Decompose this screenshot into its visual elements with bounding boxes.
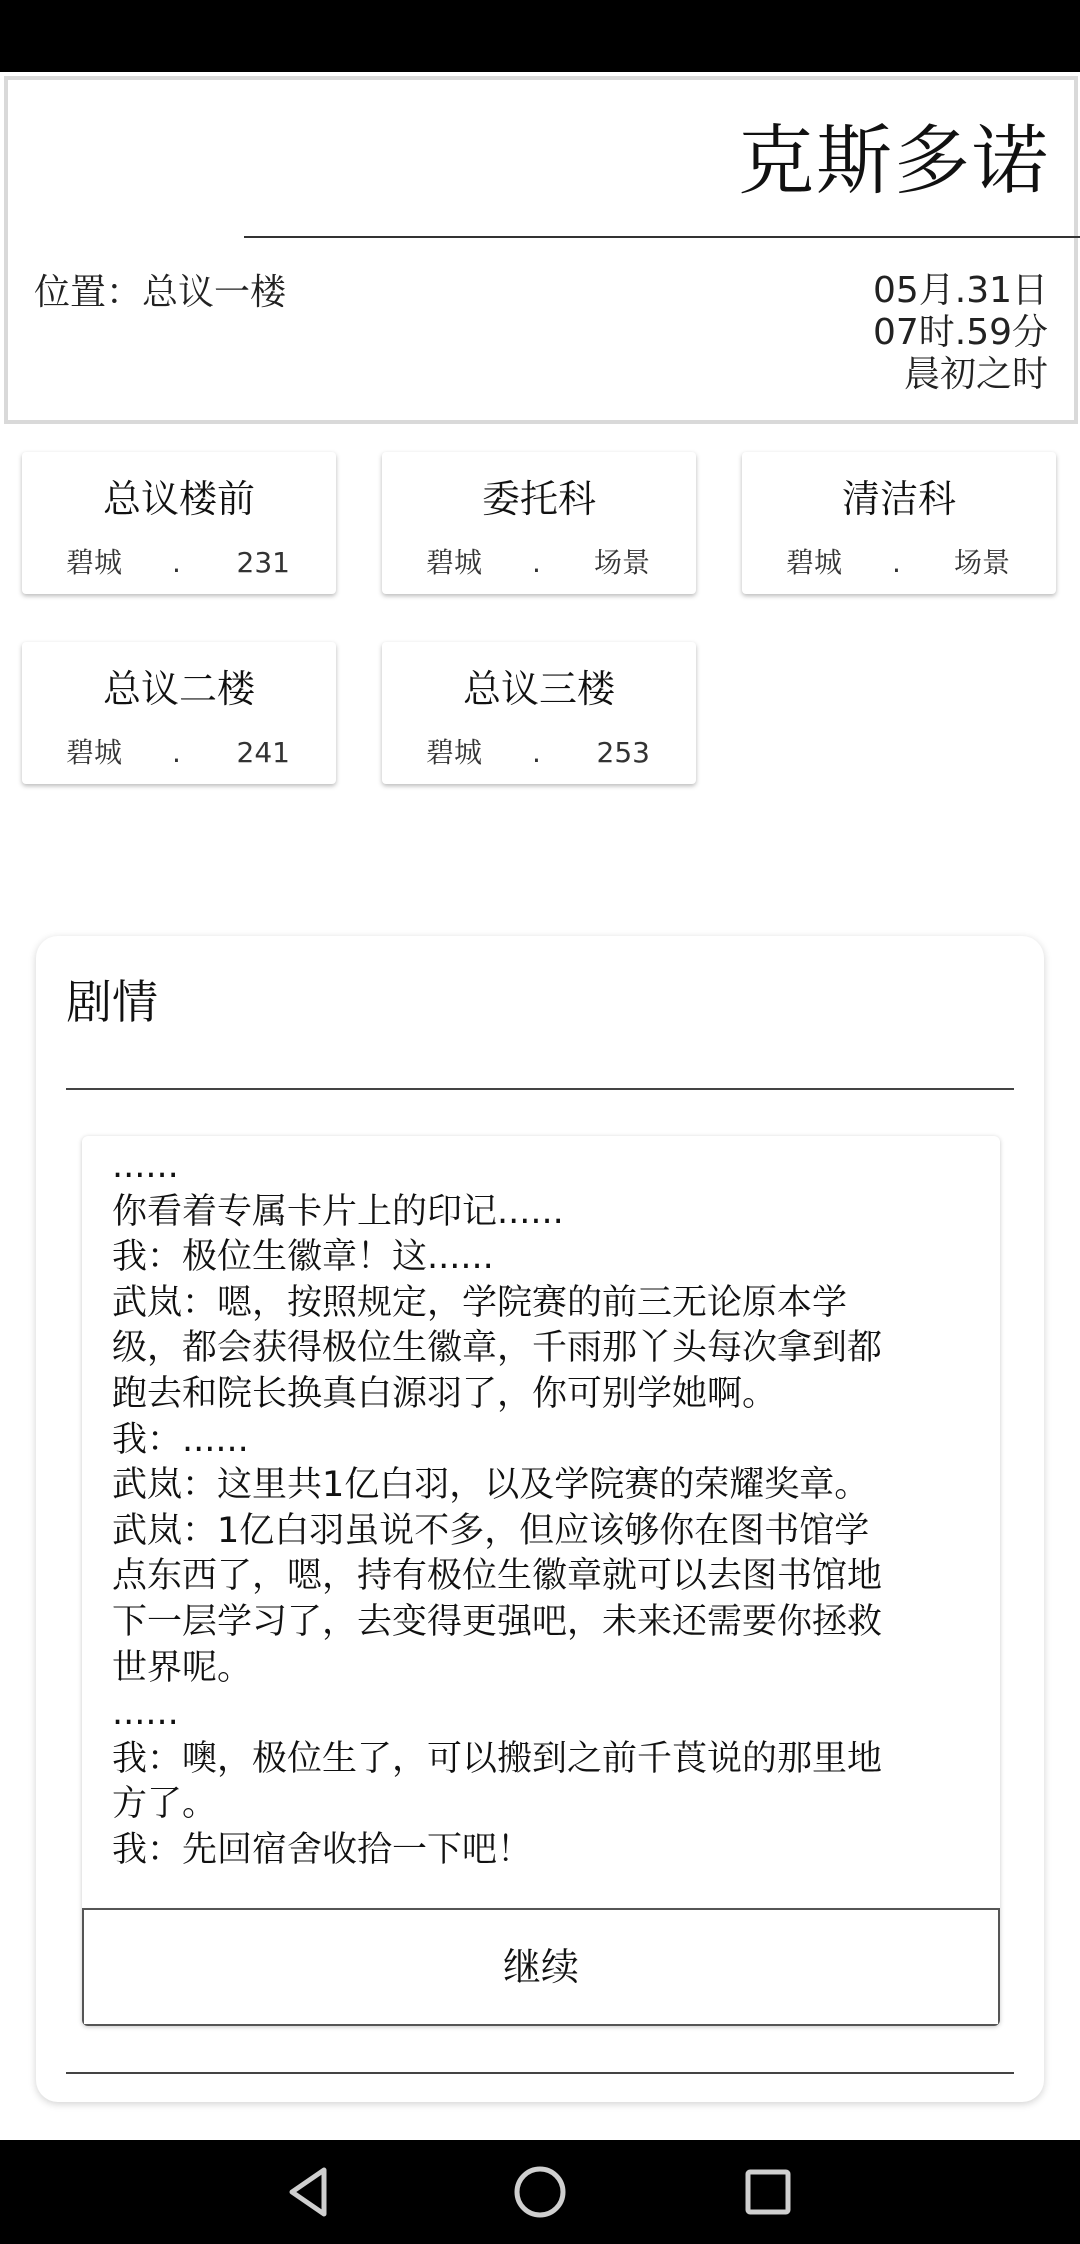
destination-region: 碧城 [66,736,123,769]
status-bar [0,0,1080,72]
destination-separator: . [532,736,541,769]
story-heading: 剧情 [66,975,158,1029]
destination-code: 场景 [593,546,650,579]
story-line: 武岚：嗯，按照规定，学院赛的前三无论原本学 [112,1282,848,1323]
story-line: ...... [112,1693,179,1734]
story-line: 我：噢，极位生了，可以搬到之前千莨说的那里地 [112,1738,883,1779]
story-line: 武岚：这里共1亿白羽，以及学院赛的荣耀奖章。 [112,1465,870,1506]
destination-meta [742,548,1056,578]
game-title: 克斯多诺 [738,116,1050,205]
destination-code: 231 [236,546,290,579]
story-dialog-box[interactable] [82,1136,1000,2026]
destination-separator: . [532,546,541,579]
destination-name: 总议楼前 [102,477,255,521]
circle-home-icon [510,2162,570,2222]
square-recent-icon [738,2162,798,2222]
triangle-back-icon [280,2162,340,2222]
destination-card[interactable] [22,452,336,594]
story-line: 跑去和院长换真白源羽了，你可别学她啊。 [112,1373,778,1414]
system-nav-bar [0,2140,1080,2244]
recent-apps-button[interactable] [738,2162,798,2222]
story-divider-top [66,1088,1014,1090]
story-line: 武岚：1亿白羽虽说不多，但应该够你在图书馆学 [112,1510,870,1551]
story-line: 世界呢。 [112,1647,253,1688]
story-line: 点东西了，嗯，持有极位生徽章就可以去图书馆地 [112,1556,883,1597]
continue-button[interactable]: 继续 [82,1908,1000,2026]
destination-separator: . [892,546,901,579]
clock-time: 07时.59分 [872,312,1048,353]
story-line: 我：先回宿舍收拾一下吧！ [112,1829,533,1870]
destination-name: 委托科 [481,477,596,521]
destination-region: 碧城 [426,736,483,769]
clock-period: 晨初之时 [903,354,1048,395]
destination-meta [22,738,336,768]
destination-separator: . [172,736,181,769]
destination-separator: . [172,546,181,579]
story-divider-bottom [66,2072,1014,2074]
story-line: 你看着专属卡片上的印记...... [112,1191,564,1232]
home-button[interactable] [510,2162,570,2222]
destination-card[interactable] [22,642,336,784]
back-button[interactable] [280,2162,340,2222]
story-line: 我：极位生徽章！这...... [112,1237,494,1278]
destination-region: 碧城 [66,546,123,579]
story-card [36,936,1044,2102]
story-line: 级，都会获得极位生徽章，千雨那丫头每次拿到都 [112,1328,883,1369]
destination-card[interactable] [382,642,696,784]
header-divider [244,236,1080,238]
game-clock [873,270,1048,396]
destination-code: 253 [596,736,650,769]
destination-meta [382,738,696,768]
destination-card[interactable] [742,452,1056,594]
clock-date: 05月.31日 [872,270,1048,311]
destination-card[interactable] [382,452,696,594]
story-line: ...... [112,1146,179,1186]
header-panel [4,76,1078,424]
destination-meta [22,548,336,578]
story-line: 我：...... [112,1419,249,1460]
destination-region: 碧城 [426,546,483,579]
destination-region: 碧城 [786,546,843,579]
destination-code: 241 [236,736,290,769]
destination-name: 清洁科 [841,477,956,521]
story-line: 方了。 [112,1784,218,1825]
destination-meta [382,548,696,578]
story-line: 下一层学习了，去变得更强吧，未来还需要你拯救 [112,1601,883,1642]
location-label: 位置：总议一楼 [34,272,287,313]
destination-name: 总议二楼 [102,667,255,711]
destination-name: 总议三楼 [462,667,615,711]
destination-code: 场景 [953,546,1010,579]
story-text [112,1144,974,1874]
